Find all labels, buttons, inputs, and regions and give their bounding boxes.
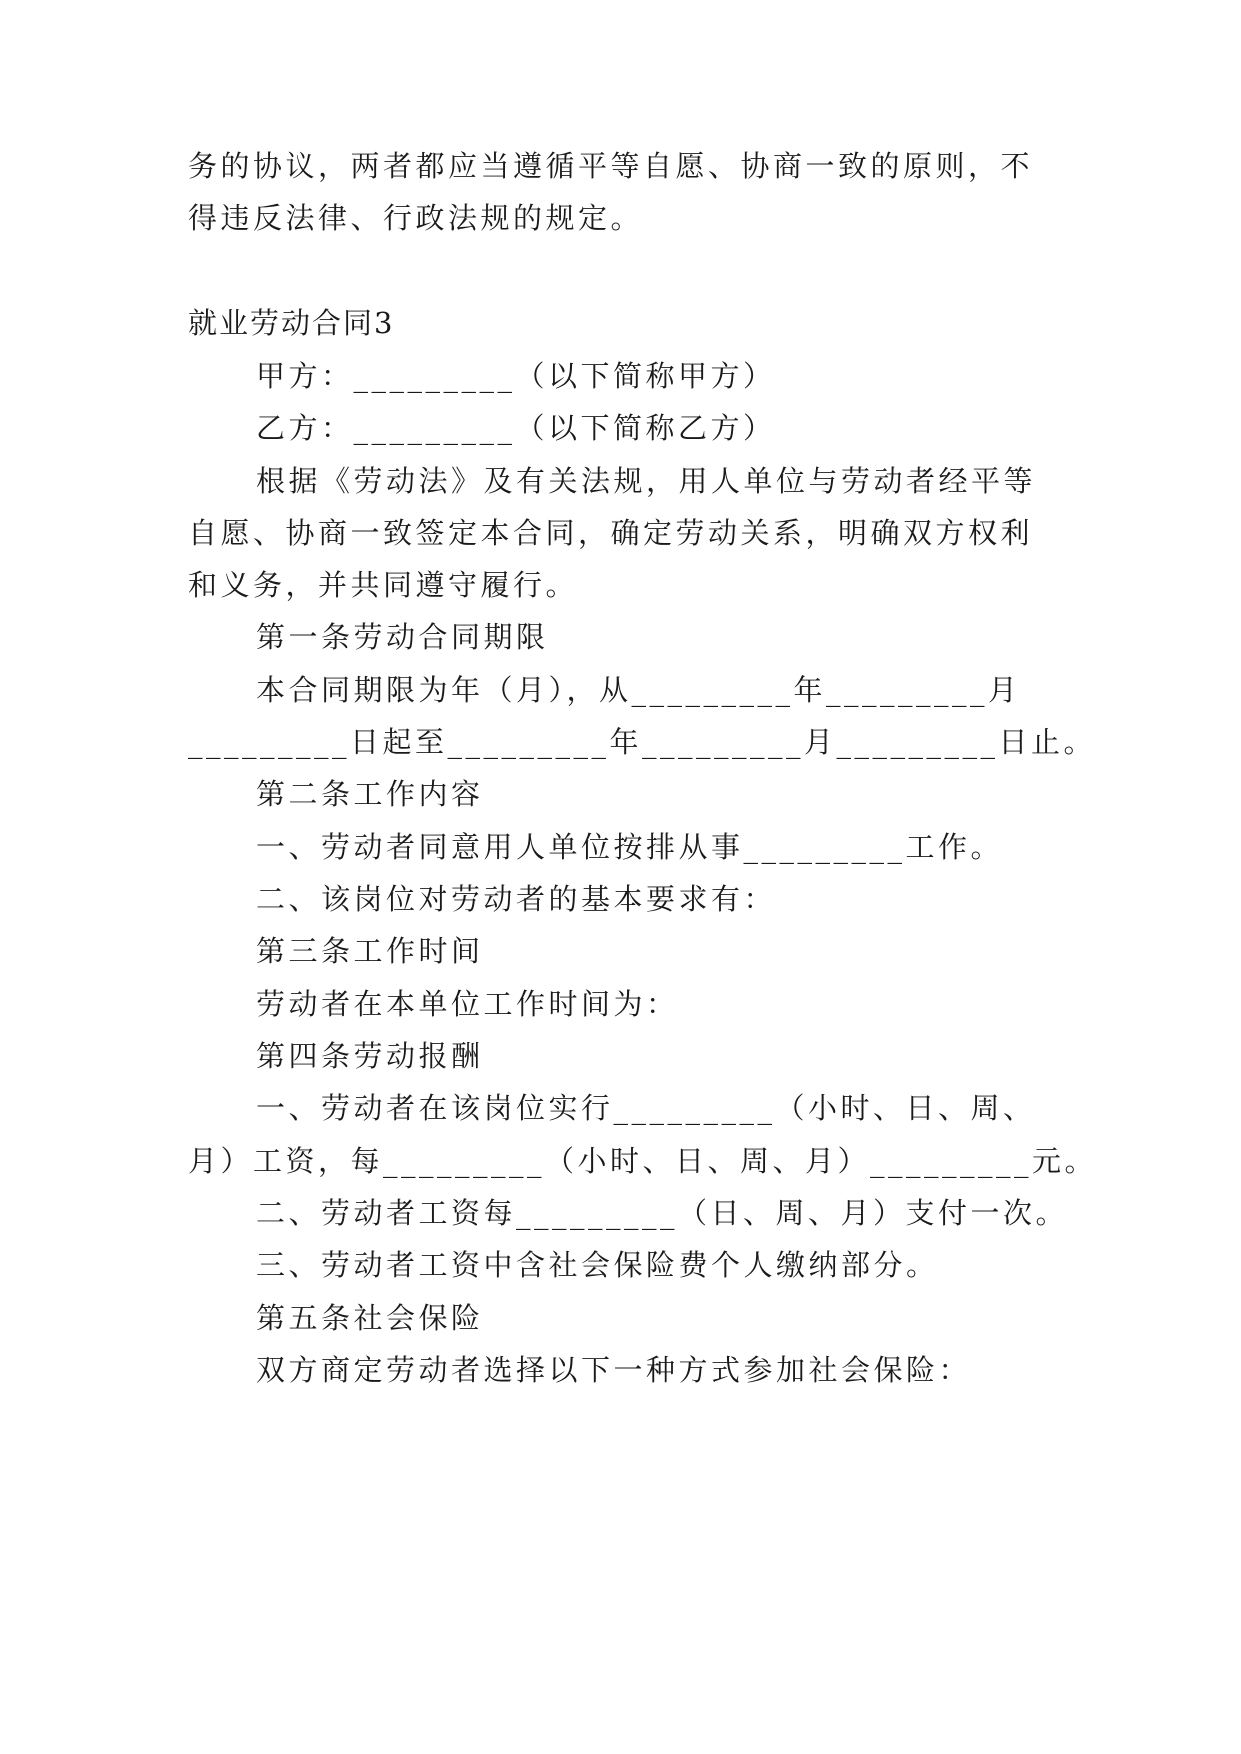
article4-line-2: 月）工资，每_________（小时、日、周、月）_________元。 — [188, 1144, 1098, 1178]
article3-title: 第三条工作时间 — [256, 934, 484, 968]
preamble-line-1: 根据《劳动法》及有关法规，用人单位与劳动者经平等 — [256, 464, 1037, 498]
carryover-line-1: 务的协议，两者都应当遵循平等自愿、协商一致的原则，不 — [188, 149, 1034, 183]
article2-line-2: 二、该岗位对劳动者的基本要求有： — [256, 882, 777, 916]
article2-line-1: 一、劳动者同意用人单位按排从事_________工作。 — [256, 830, 1004, 864]
article4-title: 第四条劳动报酬 — [256, 1039, 484, 1073]
article2-title: 第二条工作内容 — [256, 777, 484, 811]
party-a-line: 甲方：_________（以下简称甲方） — [256, 359, 776, 393]
article5-title: 第五条社会保险 — [256, 1301, 484, 1335]
article4-line-4: 三、劳动者工资中含社会保险费个人缴纳部分。 — [256, 1248, 939, 1282]
section-title: 就业劳动合同3 — [188, 306, 395, 340]
article4-line-3: 二、劳动者工资每_________（日、周、月）支付一次。 — [256, 1196, 1069, 1230]
preamble-line-2: 自愿、协商一致签定本合同，确定劳动关系，明确双方权利 — [188, 516, 1034, 550]
carryover-line-2: 得违反法律、行政法规的规定。 — [188, 201, 644, 235]
article5-line-1: 双方商定劳动者选择以下一种方式参加社会保险： — [256, 1353, 972, 1387]
article3-line-1: 劳动者在本单位工作时间为： — [256, 987, 679, 1021]
article1-line-2: _________日起至_________年_________月_________日止。 — [188, 725, 1097, 759]
article4-line-1: 一、劳动者在该岗位实行_________（小时、日、周、 — [256, 1091, 1036, 1125]
article1-title: 第一条劳动合同期限 — [256, 620, 549, 654]
preamble-line-3: 和义务，并共同遵守履行。 — [188, 568, 579, 602]
party-b-line: 乙方：_________（以下简称乙方） — [256, 411, 776, 445]
article1-line-1: 本合同期限为年（月），从_________年_________月 — [256, 673, 1021, 707]
